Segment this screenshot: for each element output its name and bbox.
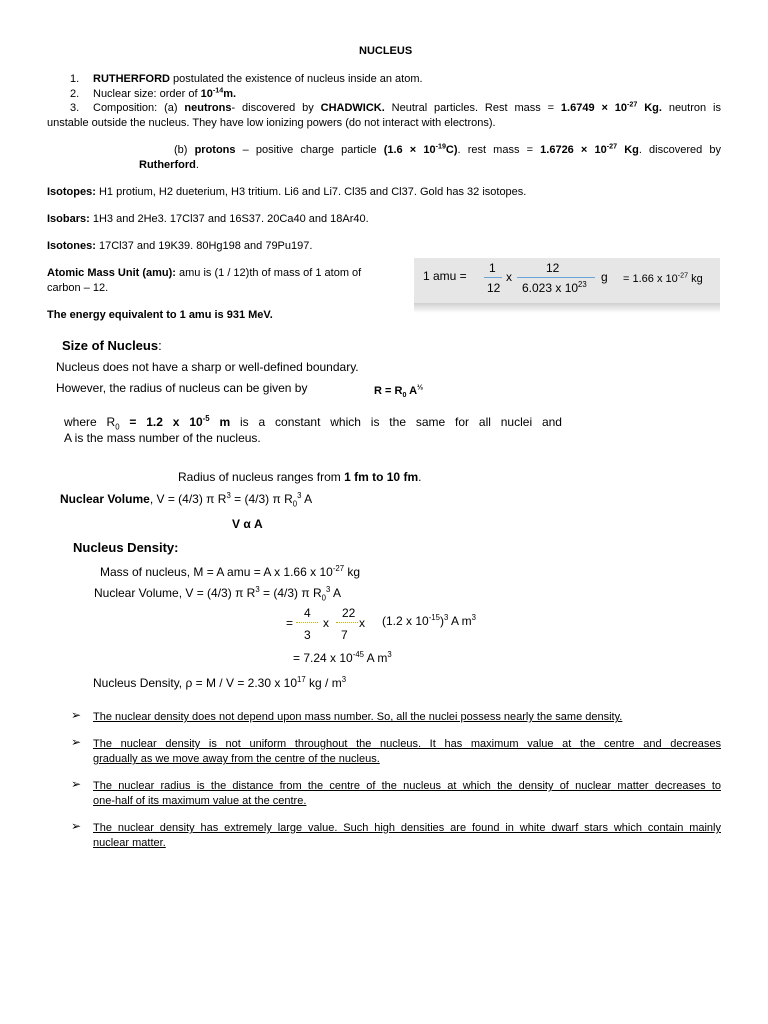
volume-calc-term: (1.2 x $10^{-15})^3$ A $m^3$ [382, 613, 477, 628]
bullet-2-line2: gradually as we move away from the centre of the nucleus. [93, 753, 380, 765]
volume-calc-equals: = [286, 616, 294, 630]
list-item-3-line2: unstable outside the nucleus. They have low ionizing powers (do not interact with electrons). [47, 117, 496, 129]
amu-box-fraction-bar-2 [517, 277, 595, 278]
amu-box-den2: 6.023 x $10^{23}$ [522, 280, 587, 295]
bullet-arrow-icon: ➢ [71, 777, 82, 791]
fraction-22-numerator: 22 [342, 606, 356, 620]
density-heading: Nucleus Density: [73, 540, 179, 555]
bullet-1: The nuclear density does not depend upon mass number. So, all the nuclei possess nearly the same density. [93, 711, 623, 723]
fraction-22-7-bar [336, 622, 358, 624]
fraction-22-denominator: 7 [341, 628, 348, 642]
proportional-line: V α A [232, 517, 263, 531]
bullet-arrow-icon: ➢ [71, 708, 82, 722]
amu-energy-line: The energy equivalent to 1 amu is 931 MeV. [47, 309, 273, 321]
bullet-3-line1: The nuclear radius is the distance from the centre of the nucleus at which the density of nuclear matter decreases to [93, 780, 721, 792]
list-item-3-line1: Composition: (a) neutrons- discovered by CHADWICK. Neutral particles. Rest mass = $1.6749 \times 10^{-27}$ Kg. neutron is [93, 100, 721, 114]
isotopes-line: Isotopes: H1 protium, H2 dueterium, H3 tritium. Li6 and Li7. Cl35 and Cl37. Gold has 32 isotopes. [47, 186, 527, 198]
bullet-3-line2: one-half of its maximum value at the centre. [93, 795, 307, 807]
amu-box-num2: 12 [546, 261, 560, 275]
amu-definition-line1: Atomic Mass Unit (amu): amu is (1 / 12)th of mass of 1 atom of [47, 267, 362, 279]
volume-result: = 7.24 x $10^{-45}$ A $m^3$ [293, 650, 392, 665]
list-item-2: Nuclear size: order of $10^{-14}m$. [93, 86, 237, 100]
list-number-1: 1. [70, 73, 80, 85]
page-title: NUCLEUS [359, 45, 413, 57]
fraction-4-numerator: 4 [304, 606, 311, 620]
fraction-4-denominator: 3 [304, 628, 311, 642]
bullet-4-line1: The nuclear density has extremely large value. Such high densities are found in white dwarf stars which contain mainly [93, 822, 721, 834]
list-number-3: 3. [70, 102, 80, 114]
amu-definition-line2: carbon – 12. [47, 282, 109, 294]
amu-box-unit-g: g [601, 270, 608, 284]
radius-range: Radius of nucleus ranges from 1 fm to 10 fm. [178, 470, 422, 484]
size-line1: Nucleus does not have a sharp or well-defined boundary. [56, 360, 359, 374]
bullet-2-line1: The nuclear density is not uniform throughout the nucleus. It has maximum value at the centre and decreases [93, 738, 721, 750]
bullet-4-line2: nuclear matter. [93, 837, 166, 849]
isobars-line: Isobars: 1H3 and 2He3. 17Cl37 and 16S37. 20Ca40 and 18Ar40. [47, 213, 369, 225]
size-line2: However, the radius of nucleus can be given by [56, 381, 308, 395]
isotones-line: Isotones: 17Cl37 and 19K39. 80Hg198 and 79Pu197. [47, 240, 313, 252]
mass-line: Mass of nucleus, M = A amu = A x 1.66 x $10^{-27}$ kg [100, 564, 361, 579]
amu-box-den1: 12 [487, 281, 501, 295]
amu-box-lhs: 1 amu = [423, 269, 467, 283]
protons-line2: Rutherford. [139, 159, 199, 171]
list-item-1: RUTHERFORD postulated the existence of nucleus inside an atom. [93, 73, 423, 85]
size-heading: Size of Nucleus: [62, 338, 162, 353]
radius-formula: $R = R_0$ $A^{\frac{1}{3}}$ [374, 383, 423, 400]
fraction-4-3-bar [296, 622, 318, 624]
volume-line: Nuclear Volume, V = (4/3) π $R^3 = (4/3)$ π $R_0^3$ A [94, 585, 342, 603]
protons-line1: (b) protons – positive charge particle $(1.6 \times 10^{-19}C)$. rest mass = $1.6726 \times 10^{-27}$ Kg. discovered by [174, 142, 721, 156]
where-line1: where $R_0 = 1.2$ x $10^{-5}$ m is a constant which is the same for all nuclei and [64, 414, 562, 432]
amu-formula-box-shadow [414, 303, 720, 313]
volume-calc-times-2: x [359, 616, 365, 630]
amu-box-fraction-bar-1 [484, 277, 502, 278]
bullet-arrow-icon: ➢ [71, 819, 82, 833]
list-number-2: 2. [70, 88, 80, 100]
density-result: Nucleus Density, ρ = M / V = 2.30 x $10^{17}$ kg / $m^3$ [93, 675, 347, 690]
amu-box-x: x [506, 270, 512, 284]
volume-calc-times-1: x [323, 616, 329, 630]
amu-box-num1: 1 [489, 261, 496, 275]
where-line2: A is the mass number of the nucleus. [64, 431, 261, 445]
bullet-arrow-icon: ➢ [71, 735, 82, 749]
nuclear-volume-line: Nuclear Volume, V = (4/3) π $R^3 = (4/3)$ π $R_0^3$ A [60, 491, 313, 509]
amu-box-result: = 1.66 x $10^{-27}$ kg [623, 271, 703, 285]
